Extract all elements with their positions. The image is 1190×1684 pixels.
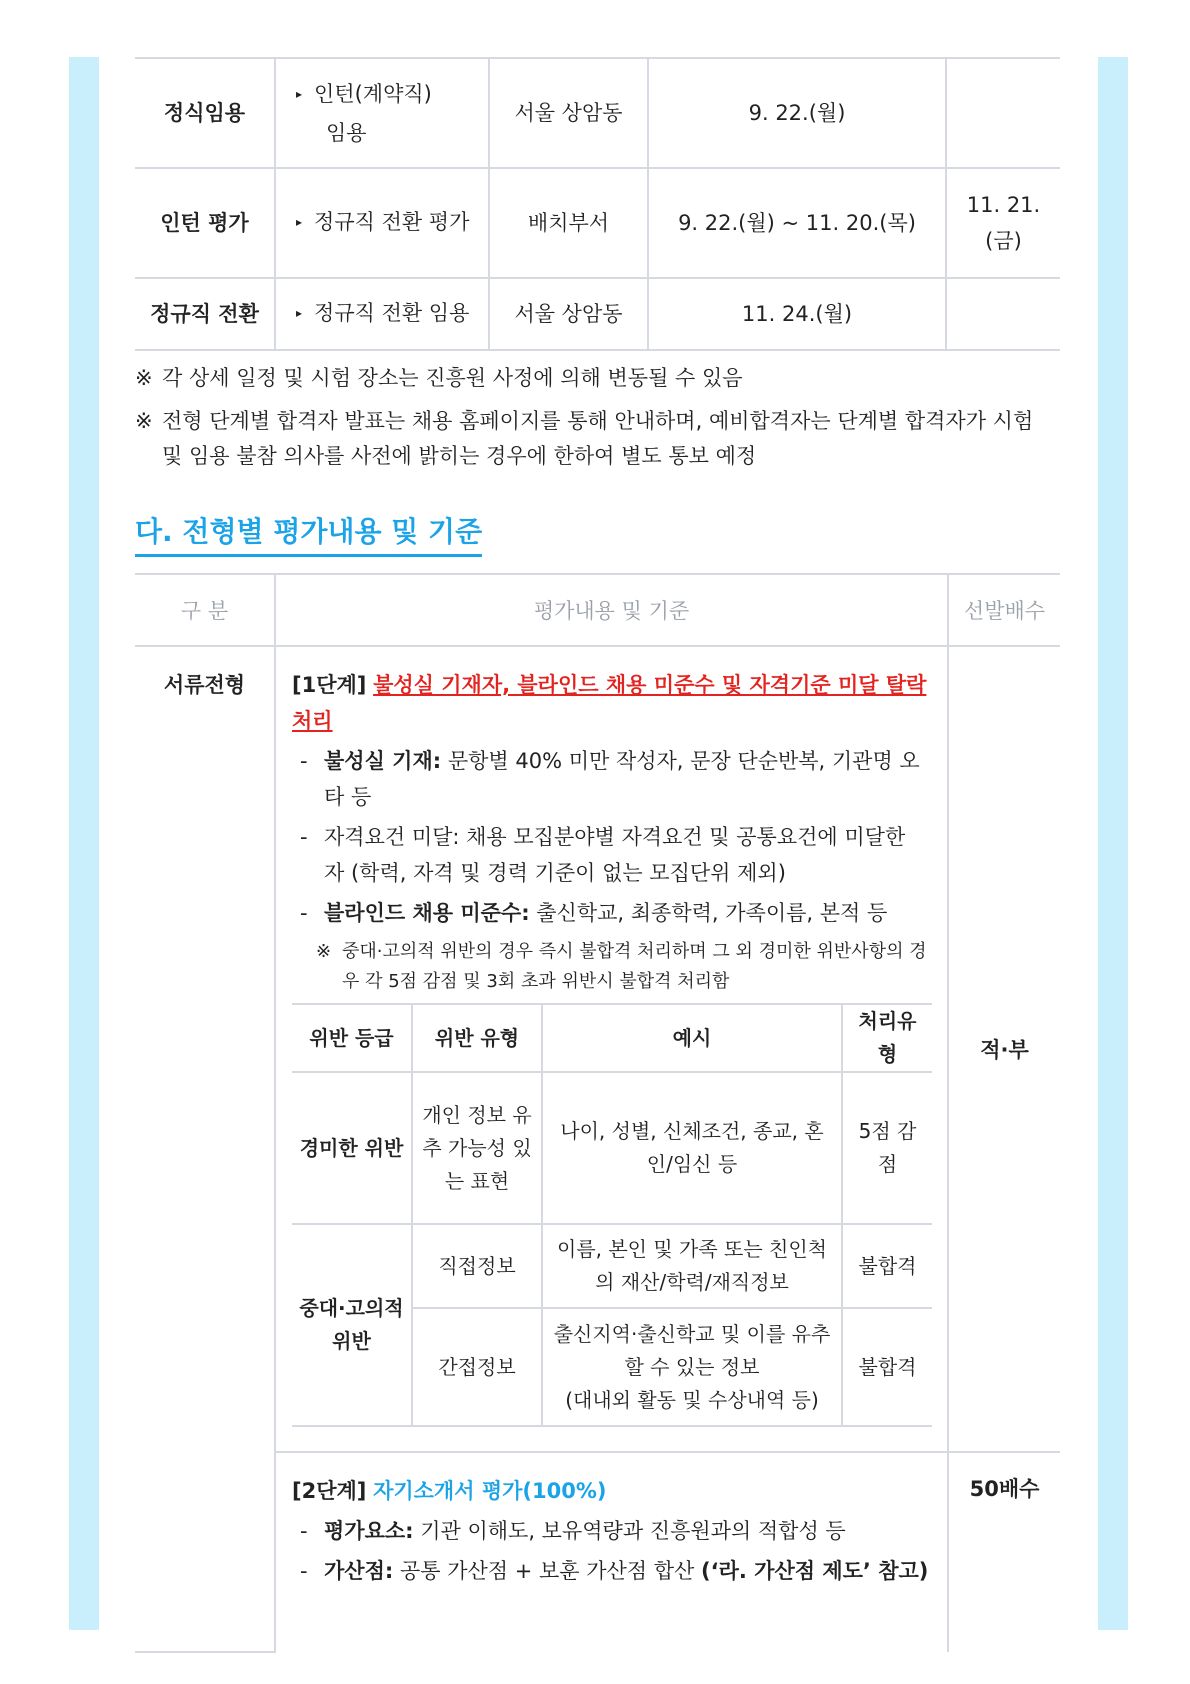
schedule-date: 9. 22.(월) bbox=[648, 58, 946, 168]
list-item: - 가산점: 공통 가산점 + 보훈 가산점 합산 (‘라. 가산점 제도’ 참고) bbox=[300, 1559, 929, 1583]
sub-note: ※ 중대·고의적 위반의 경우 즉시 불합격 처리하며 그 외 경미한 위반사항의 경우 각 5점 감점 및 3회 초과 위반시 불합격 처리함 bbox=[316, 937, 931, 997]
left-decor-bar bbox=[69, 57, 99, 1630]
schedule-task: ▸ 정규직 전환 평가 bbox=[275, 168, 489, 278]
schedule-place: 배치부서 bbox=[489, 168, 648, 278]
schedule-place: 서울 상암동 bbox=[489, 58, 648, 168]
table-row bbox=[135, 58, 1060, 168]
table-row bbox=[135, 168, 1060, 278]
table-row: 경미한 위반 개인 정보 유추 가능성 있는 표현 나이, 성별, 신체조건, 종교, 혼인/임신 등 5점 감점 bbox=[292, 1072, 932, 1224]
page-content bbox=[135, 57, 1060, 1653]
stage1-heading: [1단계] 불성실 기재자, 블라인드 채용 미준수 및 자격기준 미달 탈락 처리 bbox=[292, 673, 927, 733]
header-ratio: 선발배수 bbox=[948, 574, 1060, 646]
schedule-notes bbox=[135, 361, 1060, 474]
schedule-stage: 인턴 평가 bbox=[135, 168, 275, 278]
triangle-bullet-icon: ▸ bbox=[296, 214, 303, 229]
schedule-extra bbox=[946, 58, 1060, 168]
reference-mark-icon: ※ bbox=[316, 941, 332, 962]
schedule-task: ▸ 정규직 전환 임용 bbox=[275, 278, 489, 350]
schedule-stage: 정규직 전환 bbox=[135, 278, 275, 350]
schedule-date: 9. 22.(월) ~ 11. 20.(목) bbox=[648, 168, 946, 278]
schedule-place: 서울 상암동 bbox=[489, 278, 648, 350]
violation-table bbox=[292, 1003, 932, 1427]
reference-mark-icon: ※ bbox=[135, 409, 153, 433]
schedule-stage: 정식임용 bbox=[135, 58, 275, 168]
stage1-detail bbox=[275, 646, 948, 1452]
table-header-row bbox=[135, 574, 1060, 646]
triangle-bullet-icon: ▸ bbox=[296, 86, 303, 101]
reference-mark-icon: ※ bbox=[135, 366, 153, 390]
table-row bbox=[135, 278, 1060, 350]
schedule-date: 11. 24.(월) bbox=[648, 278, 946, 350]
section-title: 다. 전형별 평가내용 및 기준 bbox=[135, 510, 482, 557]
table-header-row: 위반 등급 위반 유형 예시 처리유형 bbox=[292, 1004, 932, 1072]
list-item: - 블라인드 채용 미준수: 출신학교, 최종학력, 가족이름, 본적 등 bbox=[300, 901, 888, 925]
schedule-task: ▸ 인턴(계약직) 임용 bbox=[275, 58, 489, 168]
evaluation-table bbox=[135, 573, 1060, 1653]
list-item: - 불성실 기재: 문항별 40% 미만 작성자, 문장 단순반복, 기관명 오타 등 bbox=[300, 749, 920, 809]
table-row: 간접정보 출신지역·출신학교 및 이를 유추할 수 있는 정보 (대내외 활동 및 수상내역 등) 불합격 bbox=[292, 1308, 932, 1426]
note-item: ※ 전형 단계별 합격자 발표는 채용 홈페이지를 통해 안내하며, 예비합격자는 단계별 합격자가 시험 및 임용 불참 의사를 사전에 밝히는 경우에 한하여 별도 통보 예정 bbox=[135, 404, 1060, 474]
right-decor-bar bbox=[1098, 57, 1128, 1630]
schedule-extra: 11. 21. (금) bbox=[946, 168, 1060, 278]
note-item: ※ 각 상세 일정 및 시험 장소는 진흥원 사정에 의해 변동될 수 있음 bbox=[135, 361, 1060, 396]
triangle-bullet-icon: ▸ bbox=[296, 305, 303, 320]
header-content: 평가내용 및 기준 bbox=[275, 574, 948, 646]
table-row: 중대·고의적 위반 직접정보 이름, 본인 및 가족 또는 친인척의 재산/학력/재직정보 불합격 bbox=[292, 1224, 932, 1308]
stage2-heading: [2단계] 자기소개서 평가(100%) bbox=[292, 1479, 607, 1503]
list-item: - 평가요소: 기관 이해도, 보유역량과 진흥원과의 적합성 등 bbox=[300, 1519, 846, 1543]
schedule-extra bbox=[946, 278, 1060, 350]
table-row bbox=[135, 646, 1060, 1452]
category-cell: 서류전형 bbox=[135, 646, 275, 1652]
stage2-ratio: 50배수 bbox=[969, 1477, 1040, 1501]
list-item: - 자격요건 미달: 채용 모집분야별 자격요건 및 공통요건에 미달한 자 (학력, 자격 및 경력 기준이 없는 모집단위 제외) bbox=[300, 825, 906, 885]
header-category: 구 분 bbox=[135, 574, 275, 646]
stage1-ratio: 적·부 bbox=[948, 646, 1060, 1452]
schedule-table bbox=[135, 57, 1060, 351]
stage2-detail bbox=[275, 1452, 948, 1652]
